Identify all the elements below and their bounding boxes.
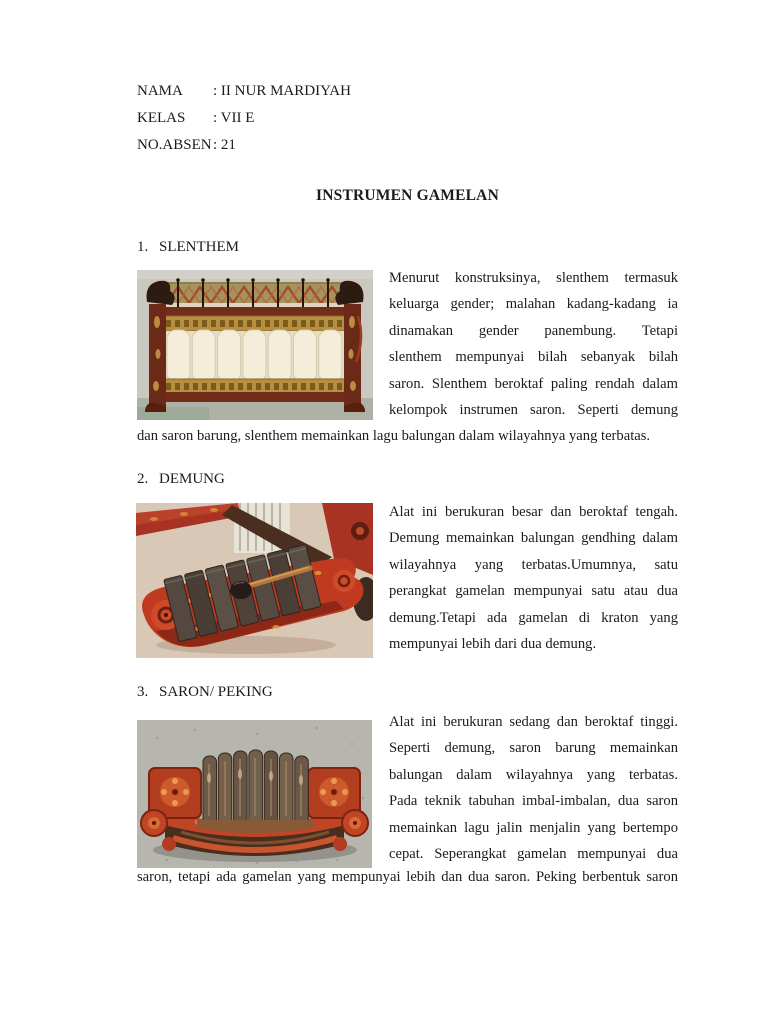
section-number: 3. — [137, 684, 149, 700]
text-line: Menurut konstruksinya, slenthem termasuk — [389, 270, 678, 286]
info-label: NO.ABSEN — [137, 137, 212, 153]
text-line: balungan dalam wilayahnya yang terbatas. — [389, 766, 678, 783]
text-line: demung.Tetapi ada gamelan di kraton yang — [389, 609, 678, 626]
text-line: wilayahnya yang terbatas.Umumnya, satu — [389, 556, 678, 573]
section-title: SLENTHEM — [159, 239, 239, 255]
section-title: SARON/ PEKING — [159, 684, 273, 700]
text-line: keluarga gender; malahan kadang-kadang ia — [389, 296, 678, 313]
text-line: slenthem mempunyai bilah sebanyak bilah — [389, 349, 678, 366]
info-value: : 21 — [213, 137, 236, 153]
text-line: cepat. Seperangkat gamelan mempunyai dua — [389, 845, 678, 862]
slenthem-photo — [137, 270, 373, 420]
slenthem-paragraph-continuation: dan saron barung, slenthem memainkan lagu balungan dalam wilayahnya yang terbatas. — [137, 428, 651, 444]
text-line: memainkan lagu jalin menjalin yang bertempo — [389, 819, 678, 836]
text-line: perangkat gamelan mempunyai satu atau dua — [389, 583, 678, 600]
section-title: DEMUNG — [159, 471, 225, 487]
section-heading-demung — [137, 471, 225, 488]
info-label: NAMA — [137, 83, 183, 99]
demung-photo — [136, 503, 373, 658]
info-row-nama — [137, 81, 351, 101]
text-line: Seperti demung, saron barung memainkan — [389, 740, 678, 757]
text-line: Demung memainkan balungan gendhing dalam — [389, 530, 678, 547]
info-row-kelas — [137, 108, 351, 128]
section-heading-slenthem — [137, 239, 239, 256]
info-value: : II NUR MARDIYAH — [213, 83, 351, 99]
text-line: Alat ini berukuran sedang dan beroktaf tinggi. — [389, 714, 678, 730]
saron-peking-photo — [137, 720, 372, 868]
page-title: INSTRUMEN GAMELAN — [316, 187, 499, 204]
saron-paragraph-continuation: saron, tetapi ada gamelan yang mempunyai lebih dan dua saron. Peking berbentuk saron — [137, 869, 678, 885]
text-line: mempunyai lebih dari dua demung. — [389, 635, 597, 652]
text-line: Pada teknik tabuhan imbal-imbalan, dua saron — [389, 793, 678, 810]
saron-paragraph — [389, 709, 678, 867]
section-heading-saron — [137, 684, 273, 701]
section-number: 1. — [137, 239, 149, 255]
section-number: 2. — [137, 471, 149, 487]
text-line: dinamakan gender panembung. Tetapi — [389, 322, 678, 339]
demung-paragraph — [389, 499, 678, 657]
slenthem-paragraph — [389, 265, 678, 423]
text-line: Alat ini berukuran besar dan beroktaf tengah. — [389, 504, 678, 520]
text-line: saron. Slenthem beroktaf paling rendah dalam — [389, 375, 678, 392]
student-info — [137, 81, 351, 155]
info-row-absen — [137, 135, 351, 155]
info-label: KELAS — [137, 110, 186, 126]
text-line: kelompok instrumen saron. Seperti demung — [389, 401, 678, 418]
info-value: : VII E — [213, 110, 255, 126]
